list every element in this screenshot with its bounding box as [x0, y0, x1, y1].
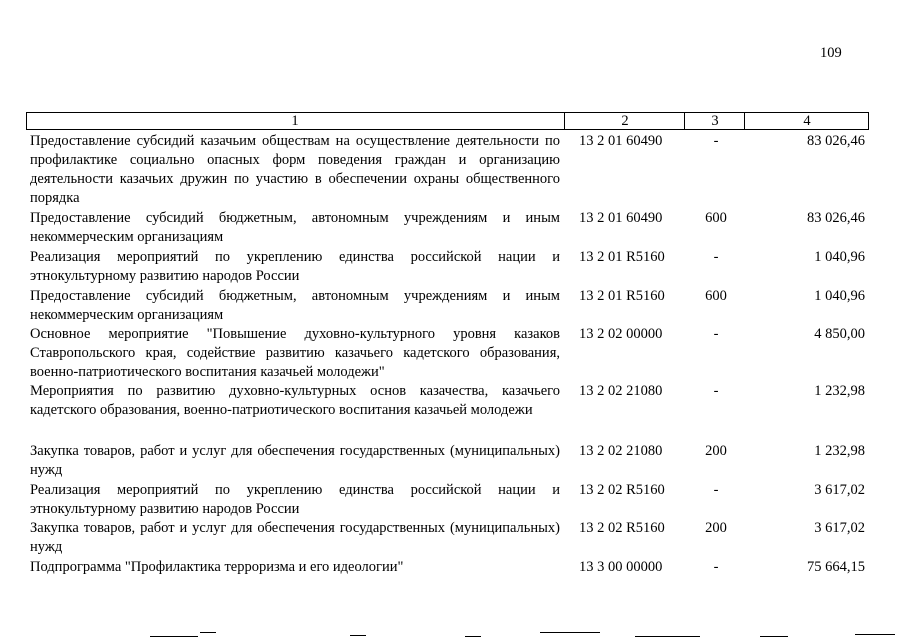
cut-off-rule [760, 636, 788, 637]
header-col-3: 3 [684, 113, 745, 129]
row-code: 13 2 02 R5160 [579, 520, 665, 536]
row-expense-type: - [713, 133, 719, 149]
row-amount: 83 026,46 [807, 133, 865, 149]
cut-off-rule [540, 632, 600, 633]
row-code: 13 2 02 21080 [579, 443, 663, 459]
row-name: Закупка товаров, работ и услуг для обеспечения государственных (муниципальных) нужд [30, 520, 560, 555]
row-code: 13 2 01 R5160 [579, 249, 665, 265]
row-amount: 1 232,98 [814, 383, 865, 399]
row-amount: 1 232,98 [814, 443, 865, 459]
row-code: 13 2 02 R5160 [579, 482, 665, 498]
row-code: 13 2 01 60490 [579, 210, 663, 226]
page-number: 109 [820, 45, 842, 61]
row-expense-type: - [713, 249, 719, 265]
header-col-1: 1 [291, 113, 299, 129]
row-amount: 3 617,02 [814, 482, 865, 498]
row-name: Подпрограмма "Профилактика терроризма и его идеологии" [30, 559, 404, 575]
table-header [26, 112, 869, 130]
row-expense-type: 200 [705, 520, 727, 536]
row-name: Основное мероприятие "Повышение духовно-культурного уровня казаков Ставропольского края, содействие развитию казачьего кадетского образования, военно-патриотического воспитания казачьей молодежи" [30, 326, 560, 380]
header-col-2: 2 [564, 113, 685, 129]
row-amount: 4 850,00 [814, 326, 865, 342]
row-name: Реализация мероприятий по укреплению единства российской нации и этнокультурному развитию народов России [30, 482, 560, 517]
row-expense-type: 200 [705, 443, 727, 459]
row-amount: 1 040,96 [814, 288, 865, 304]
row-code: 13 2 02 00000 [579, 326, 663, 342]
row-code: 13 2 01 R5160 [579, 288, 665, 304]
cut-off-rule [350, 635, 366, 636]
cut-off-rule [635, 636, 700, 637]
row-code: 13 2 01 60490 [579, 133, 663, 149]
row-expense-type: - [713, 383, 719, 399]
row-name: Предоставление субсидий бюджетным, автономным учреждениям и иным некоммерческим организациям [30, 288, 560, 323]
row-amount: 75 664,15 [807, 559, 865, 575]
row-name: Мероприятия по развитию духовно-культурных основ казачества, казачьего кадетского образования, военно-патриотического воспитания казачьей молодежи [30, 383, 560, 418]
cut-off-rule [200, 632, 216, 633]
header-col-4: 4 [744, 113, 869, 129]
row-expense-type: - [713, 326, 719, 342]
row-expense-type: - [713, 559, 719, 575]
row-name: Закупка товаров, работ и услуг для обеспечения государственных (муниципальных) нужд [30, 443, 560, 478]
row-expense-type: 600 [705, 210, 727, 226]
row-name: Предоставление субсидий казачьим обществам на осуществление деятельности по профилактике социально опасных форм поведения граждан и организацию деятельности казачьих дружин по участию в обеспечении охраны общественного порядка [30, 133, 560, 206]
budget-table [26, 112, 869, 575]
cut-off-rule [465, 636, 481, 637]
row-name: Реализация мероприятий по укреплению единства российской нации и этнокультурному развитию народов России [30, 249, 560, 284]
row-expense-type: 600 [705, 288, 727, 304]
cut-off-rule [855, 634, 895, 635]
row-amount: 1 040,96 [814, 249, 865, 265]
row-code: 13 3 00 00000 [579, 559, 663, 575]
row-code: 13 2 02 21080 [579, 383, 663, 399]
row-name: Предоставление субсидий бюджетным, автономным учреждениям и иным некоммерческим организациям [30, 210, 560, 245]
row-amount: 83 026,46 [807, 210, 865, 226]
row-expense-type: - [713, 482, 719, 498]
cut-off-rule [150, 636, 198, 637]
row-amount: 3 617,02 [814, 520, 865, 536]
